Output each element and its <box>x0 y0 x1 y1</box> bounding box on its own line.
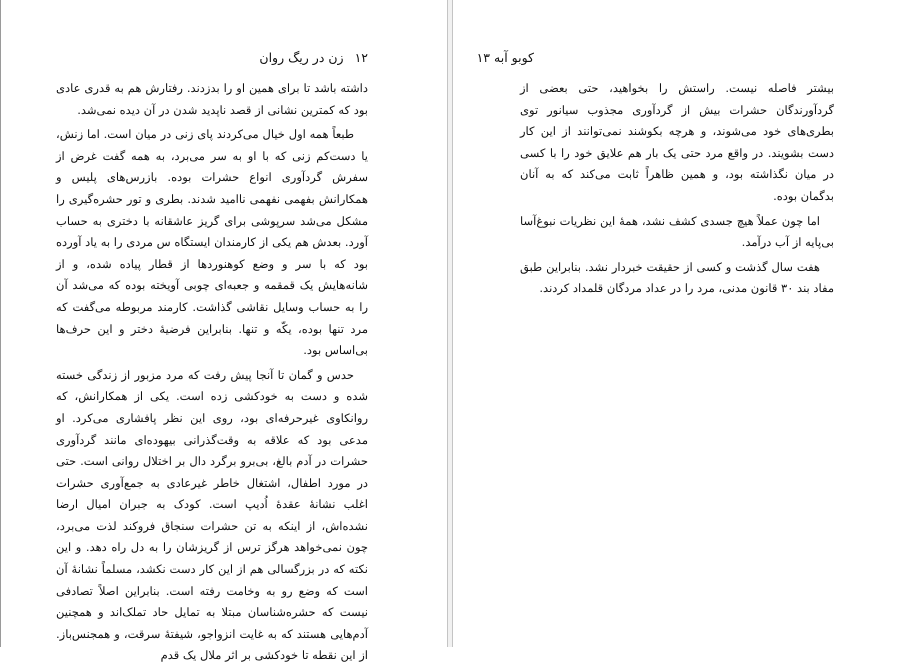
running-head <box>470 50 534 66</box>
paragraph: داشته باشد تا برای همین او را بدزدند. رفتارش هم به قدری عادی بود که کمترین نشانی از قصد ناپدید شدن در آن دیده نمی‌شد. <box>56 81 368 117</box>
page-number: ۱۳ <box>476 50 491 65</box>
right-page <box>452 0 897 647</box>
body-text <box>520 78 834 303</box>
running-head <box>259 50 368 66</box>
body-text <box>56 78 368 670</box>
paragraph: اما چون عملاً هیچ جسدی کشف نشد، همهٔ این نظریات نبوغ‌آسا بی‌پایه از آب درآمد. <box>520 213 834 250</box>
left-page <box>0 0 448 663</box>
author-name: کوبو آبه <box>494 50 534 65</box>
paragraph: بیشتر فاصله نیست. راستش را بخواهید، حتی بعضی از گردآورندگان حشرات بیش از گردآوری مجذوب سیانور توی بطری‌های خود می‌شوند، و هرچه بکوشند نمی‌توانند از این کار دست بشویند. در واقع مرد حتی یک بار هم علایق خود را با کسی در میان نگذاشته بود، و همین ظاهراً ثابت می‌کند که به آنان بدگمان بوده. <box>520 81 834 203</box>
book-title: زن در ریگ روان <box>259 50 344 65</box>
page-number: ۱۲ <box>354 50 368 65</box>
paragraph: هفت سال گذشت و کسی از حقیقت خبردار نشد. بنابراین طبق مفاد بند ۳۰ قانون مدنی، مرد را در عداد مردگان قلمداد کردند. <box>520 259 834 296</box>
paragraph: طبعاً همه اول خیال می‌کردند پای زنی در میان است. اما زنش، یا دست‌کم زنی که با او به سر می‌برد، به همه گفت غرض از سفرش گردآوری انواع حشرات بوده. بازرس‌های پلیس و همکارانش بفهمی نفهمی ناامید شدند. بطری و تور حشره‌گیری را مشکل می‌شد سرپوشی برای گریز عاشقانه با دختری به حساب آورد. بعدش هم یکی از کارمندان ایستگاه س مردی را به یاد آورده بود که با سر و وضع کوهنوردها از قطار پیاده شده، و از شانه‌هایش یک قمقمه و جعبه‌ای چوبی آویخته بوده که می‌شد آن را به حساب وسایل نقاشی گذاشت. کارمند مربوطه می‌گفت که مرد تنها بوده، یکّه و تنها. بنابراین فرضیهٔ دختر و این حرف‌ها بی‌اساس بود. <box>56 127 368 358</box>
paragraph: حدس و گمان تا آنجا پیش رفت که مرد مزبور از زندگی خسته شده و دست به خودکشی زده است. یکی از همکارانش، که روانکاوی غیرحرفه‌ای بود، روی این نظر پافشاری می‌کرد. او مدعی بود که علاقه به وقت‌گذرانی بیهوده‌ای مانند گردآوری حشرات در آدم بالغ، بی‌برو برگرد دال بر اختلال روانی است. حتی در مورد اطفال، اشتغال خاطر غیرعادی به جمع‌آوری حشرات اغلب نشانهٔ عقدهٔ اُدیپ است. کودک به جبران امیال ارضا نشده‌اش، از اینکه به تن حشرات سنجاق فروکند لذت می‌برد، چون نمی‌خواهد هرگز ترس از گریزشان را به دل راه دهد. و این نکته که در بزرگسالی هم از این کار دست نکشد، مسلماً نشانهٔ آن است که وضع رو به وخامت رفته است. بنابراین اصلاً تصادفی نیست که حشره‌شناسان مبتلا به تمایل حاد تملک‌اند و همچنین آدم‌هایی هستند که به غایت انزواجو، شیفتهٔ سرقت، و همجنس‌باز. از این نقطه تا خودکشی بر اثر ملال یک قدم <box>56 367 368 663</box>
